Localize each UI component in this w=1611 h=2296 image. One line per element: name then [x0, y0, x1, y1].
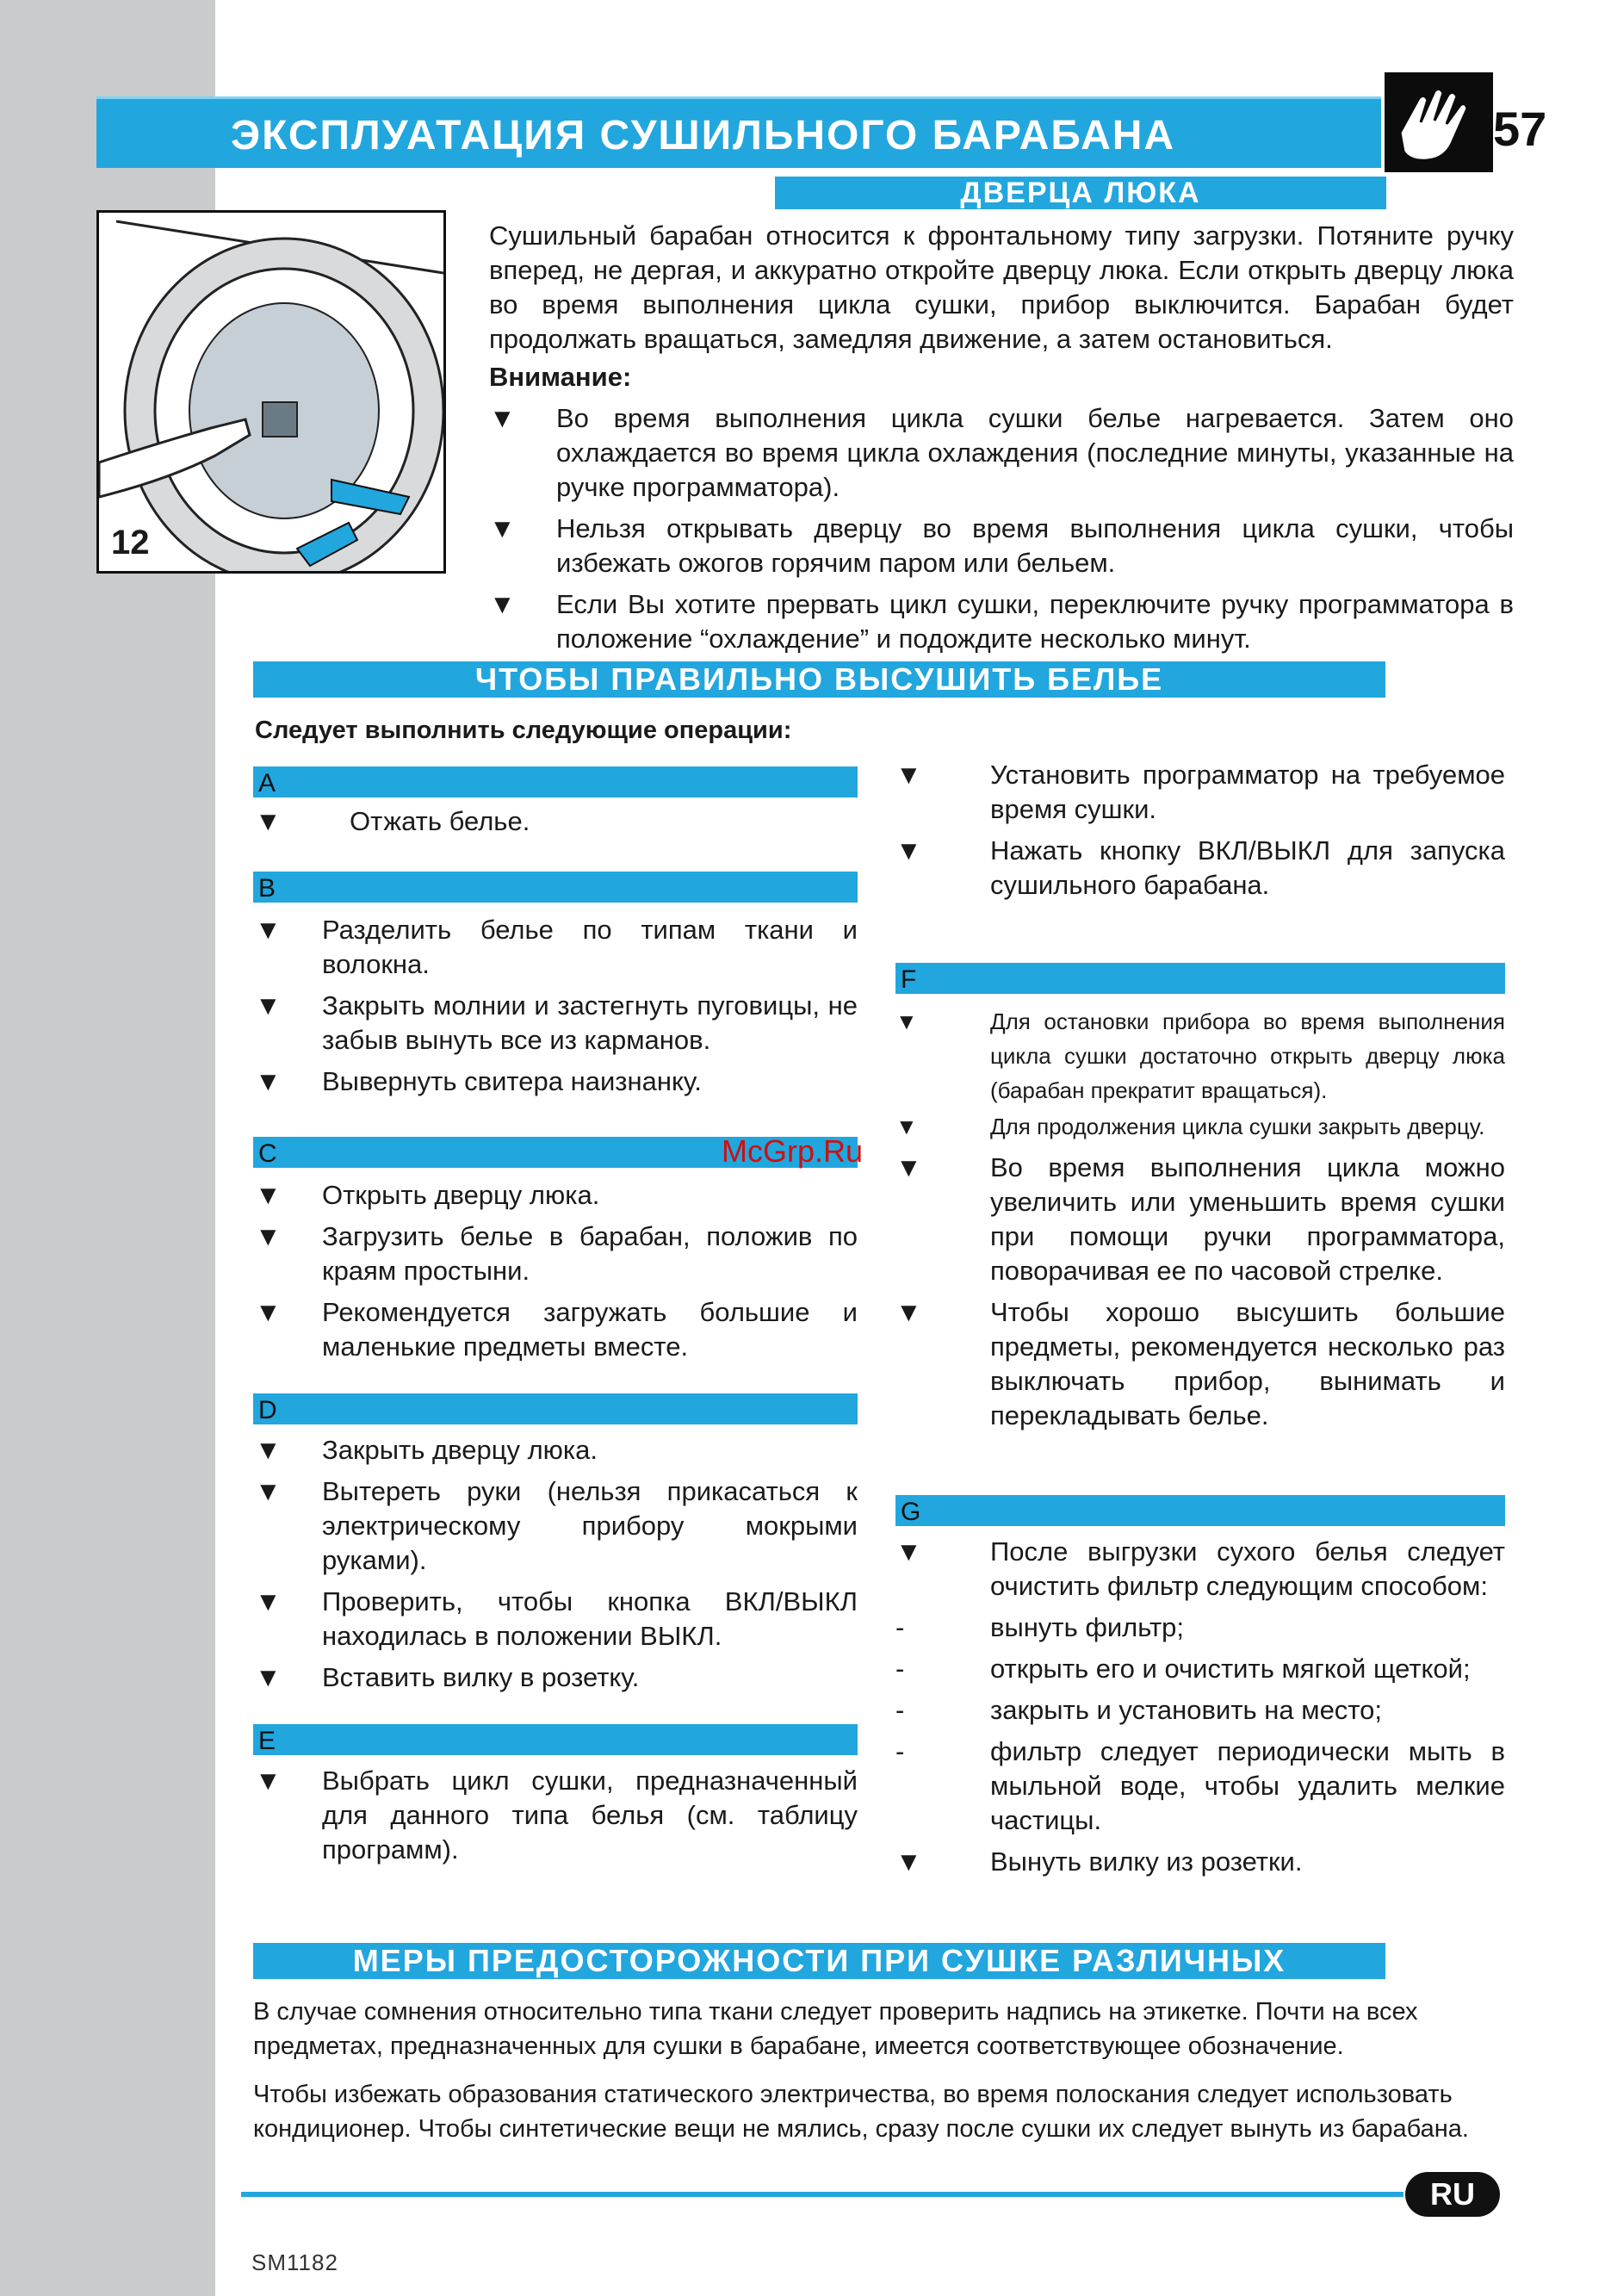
list-item: - вынуть фильтр; — [895, 1612, 1185, 1642]
list-item: ▼ Установить программатор на требуемое время сушки. — [895, 760, 1505, 824]
step-header-d: D — [253, 1393, 858, 1424]
list-item: ▼ Вставить вилку в розетку. — [255, 1662, 640, 1692]
list-item: ▼ Вывернуть свитера наизнанку. — [255, 1066, 702, 1096]
watermark: McGrp.Ru — [722, 1133, 864, 1169]
list-item: ▼ Отжать белье. — [255, 806, 530, 836]
list-item: - закрыть и установить на место; — [895, 1695, 1383, 1725]
step-f-list — [895, 1151, 1505, 1440]
list-item: - открыть его и очистить мягкой щеткой; — [895, 1654, 1471, 1684]
step-header-f: F — [895, 963, 1505, 994]
list-item: ▼ Выбрать цикл сушки, предназначенный для данного типа белья (см. таблицу программ). — [255, 1765, 858, 1865]
door-intro: Сушильный барабан относится к фронтальному типу загрузки. Потяните ручку вперед, не дергая, и аккуратно откройте дверцу люка. Если открыть дверцу люка во время выполнения цикла сушки, прибор выключится. Барабан будет продолжать вращаться, замедляя движение, а затем остановиться. — [489, 220, 1514, 354]
step-header-g: G — [895, 1495, 1505, 1526]
step-e-continued — [895, 758, 1505, 909]
section-heading-door: ДВЕРЦА ЛЮКА — [775, 177, 1386, 209]
attention-label: Внимание: — [489, 362, 632, 392]
precautions-p1: В случае сомнения относительно типа ткани следует проверить надпись на этикетке. Почти на всех предметах, предназначенных для сушки в барабане, имеется соответствующее обозначение. — [253, 1998, 1418, 2060]
hand-icon — [1385, 72, 1493, 172]
list-item: ▼ Вытереть руки (нельзя прикасаться к электрическому прибору мокрыми руками). — [255, 1476, 858, 1575]
step-a-list — [255, 804, 858, 846]
list-item: ▼ Загрузить белье в барабан, положив по краям простыни. — [255, 1221, 858, 1286]
list-item: ▼ Для остановки прибора во время выполнения цикла сушки достаточно открыть дверцу люка (барабан прекратит вращаться). — [895, 1008, 1505, 1103]
list-item: ▼ Чтобы хорошо высушить большие предметы, рекомендуется несколько раз выключать прибор, вынимать и перекладывать белье. — [895, 1297, 1505, 1430]
bullet-marker: ▼ — [489, 403, 516, 433]
page-title: ЭКСПЛУАТАЦИЯ СУШИЛЬНОГО БАРАБАНА — [231, 113, 1176, 158]
list-item: ▼ Если Вы хотите прервать цикл сушки, переключите ручку программатора в положение “охлаждение” и подождите несколько минут. — [489, 589, 1514, 654]
figure-number: 12 — [111, 524, 150, 562]
step-e-list — [255, 1764, 858, 1874]
list-item: ▼ Открыть дверцу люка. — [255, 1180, 600, 1210]
step-f-small-list — [895, 1004, 1505, 1144]
list-item: ▼ Разделить белье по типам ткани и волокна. — [255, 915, 858, 979]
document-code: SM1182 — [251, 2249, 338, 2275]
list-item: ▼ Вынуть вилку из розетки. — [895, 1846, 1303, 1877]
step-header-e: E — [253, 1724, 858, 1755]
step-d-list — [255, 1433, 858, 1702]
step-g-list — [895, 1535, 1505, 1886]
list-item: ▼ После выгрузки сухого белья следует очистить фильтр следующим способом: — [895, 1536, 1505, 1601]
list-item: ▼ Рекомендуется загружать большие и маленькие предметы вместе. — [255, 1297, 858, 1362]
bullet-marker: ▼ — [489, 589, 516, 619]
step-header-b: B — [253, 872, 858, 903]
step-b-list — [255, 913, 858, 1106]
list-item: ▼ Нажать кнопку ВКЛ/ВЫКЛ для запуска сушильного барабана. — [895, 835, 1505, 900]
footer-line — [241, 2192, 1403, 2197]
step-header-c: C — [253, 1137, 858, 1168]
door-illustration — [96, 210, 446, 574]
list-item: ▼ Во время выполнения цикла можно увеличить или уменьшить время сушки при помощи ручки программатора, поворачивая ее по часовой стрелке. — [895, 1152, 1505, 1286]
door-bullets — [489, 401, 1514, 663]
precautions-p2: Чтобы избежать образования статического электричества, во время полоскания следует использовать кондиционер. Чтобы синтетические вещи не мялись, сразу после сушки их следует вынуть из барабана. — [253, 2081, 1469, 2143]
drying-subtitle: Следует выполнить следующие операции: — [255, 717, 792, 744]
section-heading-precautions: МЕРЫ ПРЕДОСТОРОЖНОСТИ ПРИ СУШКЕ РАЗЛИЧНЫХ — [253, 1943, 1385, 1979]
list-item: ▼ Во время выполнения цикла сушки белье нагревается. Затем оно охлаждается во время цикла охлаждения (последние минуты, указанные на ручке программатора). — [489, 403, 1514, 502]
step-header-a: A — [253, 766, 858, 797]
list-item: ▼ Для продолжения цикла сушки закрыть дверцу. — [895, 1114, 1485, 1139]
list-item: ▼ Нельзя открывать дверцу во время выполнения цикла сушки, чтобы избежать ожогов горячим паром или бельем. — [489, 513, 1514, 578]
list-item: ▼ Закрыть дверцу люка. — [255, 1435, 598, 1465]
list-item: - фильтр следует периодически мыть в мыльной воде, чтобы удалить мелкие частицы. — [895, 1736, 1505, 1835]
list-item: ▼ Закрыть молнии и застегнуть пуговицы, не забыв вынуть все из карманов. — [255, 990, 858, 1055]
language-badge: RU — [1405, 2172, 1500, 2217]
page-number: 57 — [1493, 102, 1547, 156]
list-item: ▼ Проверить, чтобы кнопка ВКЛ/ВЫКЛ находилась в положении ВЫКЛ. — [255, 1586, 858, 1651]
section-heading-drying: ЧТОБЫ ПРАВИЛЬНО ВЫСУШИТЬ БЕЛЬЕ — [253, 661, 1385, 698]
step-c-list — [255, 1178, 858, 1371]
bullet-marker: ▼ — [489, 513, 516, 543]
